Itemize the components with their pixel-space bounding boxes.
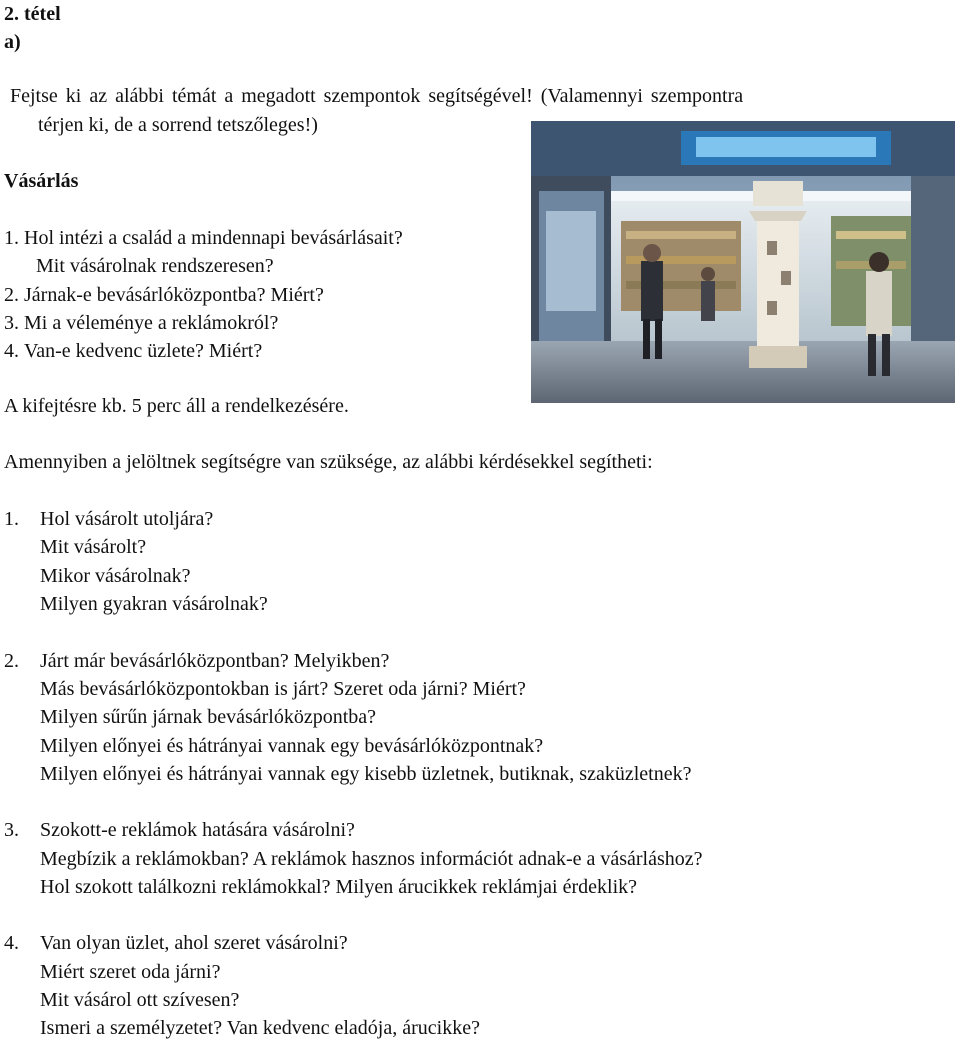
aspect-4-number: 4. <box>4 340 19 362</box>
help-group-1-line-1: Hol vásárolt utoljára? <box>40 508 214 530</box>
aspect-2-number: 2. <box>4 284 19 306</box>
aspect-3-number: 3. <box>4 312 19 334</box>
help-group-2-line-3: Milyen sűrűn járnak bevásárlóközpontba? <box>40 706 377 728</box>
help-group-4-line-4: Ismeri a személyzetet? Van kedvenc eladója, árucikke? <box>40 1017 480 1039</box>
aspect-2-line-1: Járnak-e bevásárlóközpontba? Miért? <box>24 284 324 306</box>
instruction-line-2: térjen ki, de a sorrend tetszőleges!) <box>38 114 318 136</box>
instruction-line-1: Fejtse ki az alábbi témát a megadott szempontok segítségével! (Valamennyi szempontra <box>10 85 744 107</box>
help-group-2-number: 2. <box>4 650 19 672</box>
help-group-1-line-4: Milyen gyakran vásárolnak? <box>40 593 268 615</box>
aspect-1-number: 1. <box>4 227 19 249</box>
help-group-2-line-1: Járt már bevásárlóközpontban? Melyikben? <box>40 650 390 672</box>
aspect-1-line-2: Mit vásárolnak rendszeresen? <box>36 255 274 277</box>
help-group-4-line-2: Miért szeret oda járni? <box>40 961 221 983</box>
help-group-2-line-4: Milyen előnyei és hátrányai vannak egy bevásárlóközpontnak? <box>40 735 544 757</box>
help-intro: Amennyiben a jelöltnek segítségre van szüksége, az alábbi kérdésekkel segítheti: <box>4 451 653 473</box>
aspect-1-line-1: Hol intézi a család a mindennapi bevásárlásait? <box>24 227 403 249</box>
help-group-3-line-1: Szokott-e reklámok hatására vásárolni? <box>40 819 355 841</box>
topic-title: Vásárlás <box>4 170 79 192</box>
help-group-2-line-5: Milyen előnyei és hátrányai vannak egy kisebb üzletnek, butiknak, szaküzletnek? <box>40 763 692 785</box>
help-group-1-number: 1. <box>4 508 19 530</box>
exam-title: 2. tétel <box>4 3 61 25</box>
aspect-4-line-1: Van-e kedvenc üzlete? Miért? <box>24 340 263 362</box>
time-note: A kifejtésre kb. 5 perc áll a rendelkezésére. <box>4 395 349 417</box>
help-group-3-number: 3. <box>4 819 19 841</box>
help-group-1-line-2: Mit vásárolt? <box>40 536 147 558</box>
help-group-3-line-2: Megbízik a reklámokban? A reklámok hasznos információt adnak-e a vásárláshoz? <box>40 848 703 870</box>
help-group-1-line-3: Mikor vásárolnak? <box>40 565 191 587</box>
shop-entrance-photo <box>531 121 955 403</box>
help-group-4-line-1: Van olyan üzlet, ahol szeret vásárolni? <box>40 932 348 954</box>
help-group-4-line-3: Mit vásárol ott szívesen? <box>40 989 240 1011</box>
help-group-4-number: 4. <box>4 932 19 954</box>
help-group-3-line-3: Hol szokott találkozni reklámokkal? Milyen árucikkek reklámjai érdeklik? <box>40 876 638 898</box>
part-label: a) <box>4 31 21 53</box>
aspect-3-line-1: Mi a véleménye a reklámokról? <box>24 312 279 334</box>
help-group-2-line-2: Más bevásárlóközpontokban is járt? Szeret oda járni? Miért? <box>40 678 526 700</box>
